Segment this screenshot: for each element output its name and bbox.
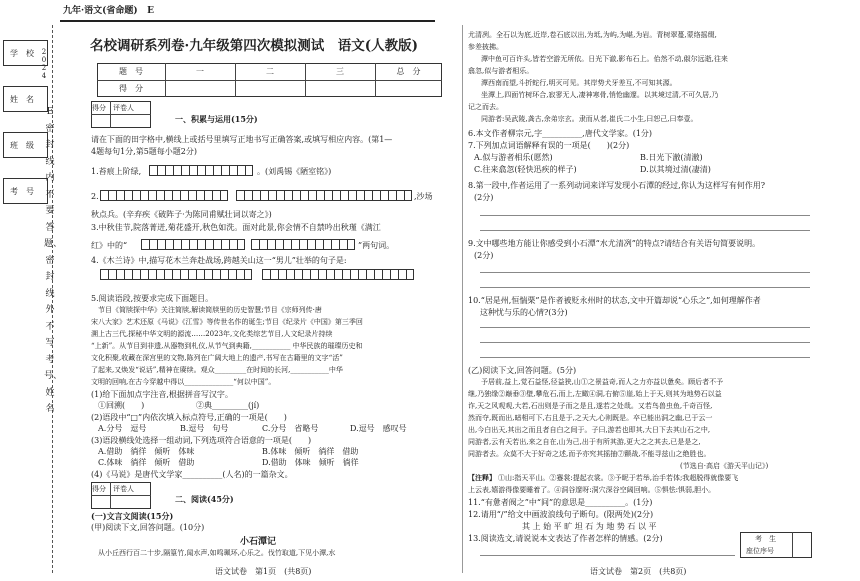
score-header: 二 — [266, 67, 274, 76]
source-citation: (节选自·高启《游天平山记》) — [680, 462, 769, 470]
version-label: E — [147, 6, 154, 16]
answer-line[interactable] — [480, 555, 735, 556]
option[interactable]: C.分号 省略号 — [262, 424, 319, 433]
passage-b: 予居前,益上,觉石益怪,径益狭,山①之景益奇,而人之力亦益以惫矣。顾后者不予 — [481, 378, 724, 386]
option[interactable]: C.往来翕忽(轻快迅疾的样子) — [474, 165, 577, 174]
option[interactable]: D.以其境过清(凄清) — [640, 165, 711, 174]
question-9: 9.文中哪些地方能让你感受到小石潭“水尤清冽”的特点?请结合有关语句简要说明。 — [468, 239, 761, 248]
question-8: 8.第一段中,作者运用了一系列动词来详写发现小石潭的经过,你认为这样写有何作用? — [468, 181, 766, 190]
answer-grid[interactable] — [251, 239, 355, 250]
option[interactable]: B.日光下澈(清澈) — [640, 153, 703, 162]
q12-sentence[interactable]: 其 上 始 平 旷 坦 石 为 地 势 石 以 平 — [522, 522, 657, 531]
question-5: 5.阅读语段,按要求完成下面题目。 — [91, 294, 214, 303]
answer-grid[interactable] — [149, 165, 253, 176]
score-header: 三 — [336, 67, 344, 76]
q5-1-a[interactable]: ①回溯( ) — [98, 401, 145, 410]
score-header: 题 号 — [119, 67, 143, 76]
answer-line[interactable] — [480, 230, 810, 231]
answer-grid[interactable] — [100, 269, 252, 280]
notes: ①山:指天平山。②蹇裳:提起衣裳。③予昵于若举,治手若体;我超脱得就像要飞 — [498, 474, 739, 482]
question-11: 11.“有惫者阀之”中“间”的意思是__________。(1分) — [468, 498, 653, 507]
section-1-heading: 一、积累与运用(15分) — [175, 114, 258, 124]
answer-grid[interactable] — [262, 269, 414, 280]
answer-line[interactable] — [480, 272, 810, 273]
essay-text: 尤清冽。全石以为底,近岸,卷石底以出,为坻,为屿,为嵁,为岩。青树翠蔓,蒙络摇缀, — [468, 31, 717, 39]
school-field[interactable]: 学 校 — [3, 40, 48, 66]
answer-line[interactable] — [480, 327, 810, 328]
question-7: 7.下列加点词语解释有误的一项是( )(2分) — [468, 141, 630, 150]
answer-line[interactable] — [480, 287, 810, 288]
footer-page-2: 语文试卷 第2页 (共8页) — [590, 567, 687, 576]
question-10: 10.“居是州,恒惴栗”是作者被贬永州时的状态,文中开篇却说“心乐之”,如何理解作者 — [468, 296, 761, 305]
essay-title: 小石潭记 — [240, 537, 277, 547]
question-2: 2. — [91, 192, 99, 201]
answer-line[interactable] — [480, 342, 810, 343]
section-2-heading: 二、阅读(45分) — [175, 494, 234, 504]
option[interactable]: A.借助 徜徉 倾听 体味 — [98, 447, 195, 456]
question-13: 13.阅读选文,请说说本文表达了作者怎样的情感。(2分) — [468, 534, 663, 543]
seal-instruction: E密封线内不要答题、密封线外不写考号、姓名 — [44, 107, 63, 414]
question-1: 1.苔痕上阶绿, — [91, 167, 142, 176]
series-label: 九年·语文(省命题) E — [63, 6, 154, 16]
q5-1-b[interactable]: ②典_________(jí) — [196, 401, 260, 410]
option[interactable]: B.逗号 句号 — [180, 424, 229, 433]
option[interactable]: A.分号 逗号 — [98, 424, 147, 433]
option[interactable]: A.似与游者相乐(愿然) — [474, 153, 553, 162]
answer-line[interactable] — [480, 357, 810, 358]
part-b-heading: (乙)阅读下文,回答问题。(5分) — [468, 366, 577, 375]
question-6: 6.本文作者柳宗元,字__________,唐代文学家。(1分) — [468, 129, 653, 138]
option[interactable]: D.逗号 感叹号 — [350, 424, 407, 433]
score-row-label: 得 分 — [119, 84, 143, 93]
header-rule — [60, 20, 435, 22]
class-field[interactable]: 班 级 — [3, 132, 48, 158]
page-title: 名校调研系列卷·九年级第四次模拟测试 语文(人教版) — [90, 38, 418, 54]
score-header: 一 — [196, 67, 204, 76]
exam-number-field[interactable]: 考 号 — [3, 178, 48, 204]
q5-passage: 节目《简牍探中华》关注简牍,解读简牍里的历史智慧;节目《宗师列传·唐 — [98, 306, 322, 314]
question-3: 3.中秋佳节,院落菁迸,菊花盛开,秋色如洗。面对此景,你会情不自禁吟出秋瑾《满江 — [91, 223, 381, 232]
question-4: 4.《木兰诗》中,描写花木兰奔赴战场,跨越关山这一“男儿”壮举的句子是: — [91, 256, 347, 265]
option[interactable]: D.借助 体味 倾听 徜徉 — [262, 458, 359, 467]
footer-page-1: 语文试卷 第1页 (共8页) — [215, 567, 312, 576]
answer-grid[interactable] — [141, 239, 245, 250]
question-12: 12.请用“/”给文中画波浪线句子断句。(限两处)(2分) — [468, 510, 654, 519]
score-header: 总 分 — [396, 67, 421, 76]
section-1-intro: 请在下面的田字格中,横线上或括号里填写正地书写正确答案,或填写相应内容。(第1— — [91, 135, 393, 144]
answer-grid[interactable] — [100, 190, 228, 201]
year-label: 2024 — [41, 48, 47, 80]
answer-line[interactable] — [480, 215, 810, 216]
name-field[interactable]: 姓 名 — [3, 86, 48, 112]
option[interactable]: C.体味 徜徉 倾听 借助 — [98, 458, 195, 467]
option[interactable]: B.体味 倾听 徜徉 借助 — [262, 447, 359, 456]
answer-grid[interactable] — [236, 190, 412, 201]
